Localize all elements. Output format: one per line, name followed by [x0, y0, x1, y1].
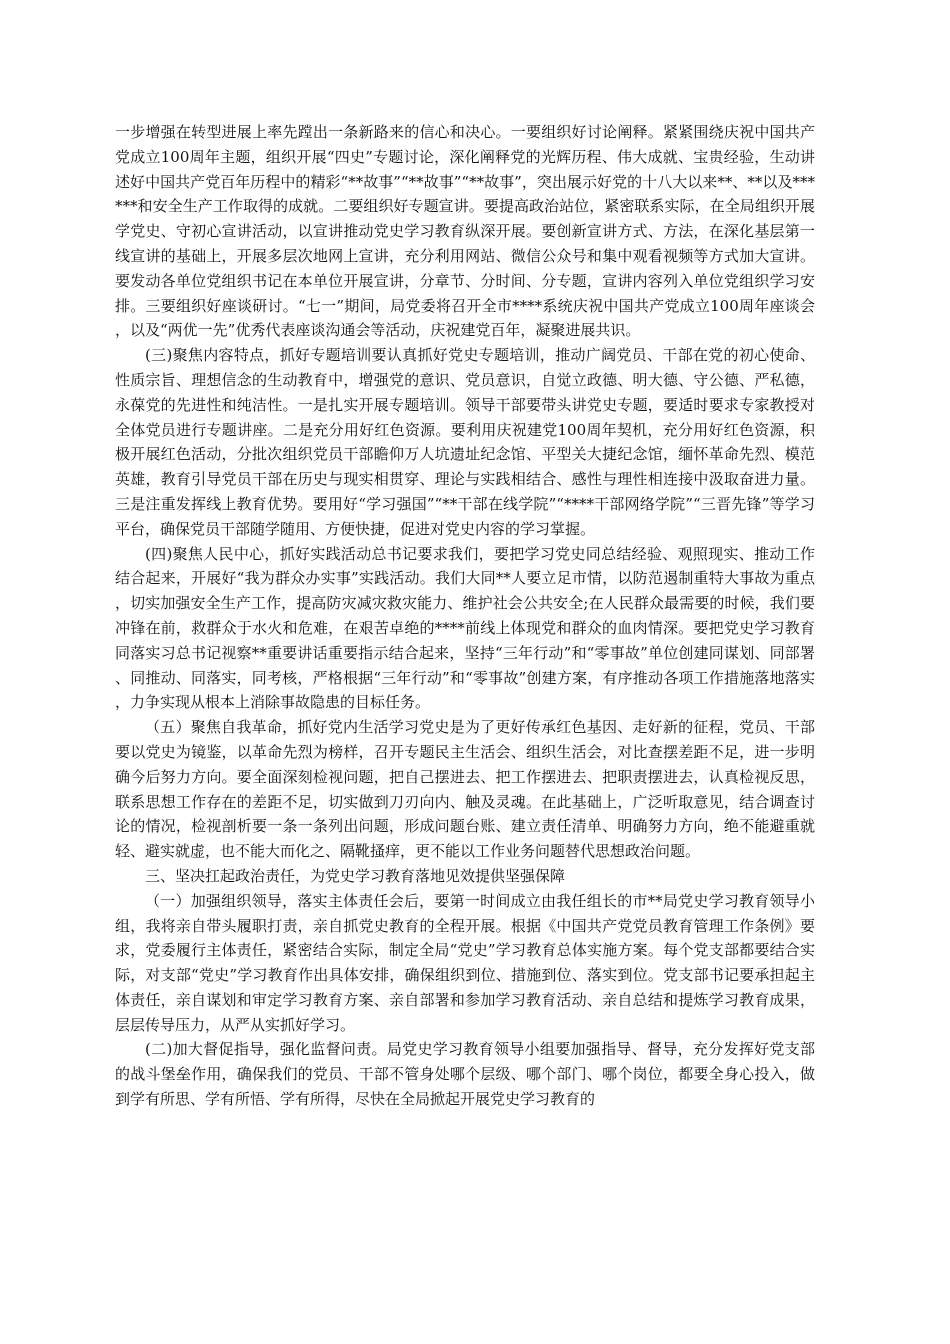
body-paragraph-6: (二)加大督促指导，强化监督问责。局党史学习教育领导小组要加强指导、督导，充分发挥好党支部的战斗堡垒作用，确保我们的党员、干部不管身处哪个层级、哪个部门、哪个岗位，都要全身心投入，做到学有所思、学有所悟、学有所得，尽快在全局掀起开展党史学习教育的	[115, 1040, 815, 1109]
section-heading-3: 三、坚决扛起政治责任，为党史学习教育落地见效提供坚强保障	[145, 866, 566, 885]
document-page	[115, 120, 815, 1112]
body-paragraph-3: (四)聚焦人民中心，抓好实践活动总书记要求我们，要把学习党史同总结经验、观照现实、推动工作结合起来，开展好“我为群众办实事”实践活动。我们大同**人要立足市情，以防范遏制重特大事故为重点，切实加强安全生产工作，提高防灾减灾救灾能力、维护社会公共安全;在人民群众最需要的时候，我们要冲锋在前，救群众于水火和危难，在艰苦卓绝的****前线上体现党和群众的血肉情深。要把党史学习教育同落实习总书记视察**重要讲话重要指示结合起来，坚持“三年行动”和“零事故”单位创建同谋划、同部署、同推动、同落实，同考核，严格根据“三年行动”和“零事故”创建方案，有序推动各项工作措施落地落实，力争实现从根本上消除事故隐患的目标任务。	[115, 544, 815, 712]
body-paragraph-5: （一）加强组织领导，落实主体责任会后，要第一时间成立由我任组长的市**局党史学习教育领导小组，我将亲自带头履职打责，亲自抓党史教育的全程开展。根据《中国共产党党员教育管理工作条例》要求，党委履行主体责任，紧密结合实际，制定全局“党史”学习教育总体实施方案。每个党支部都要结合实际，对支部“党史”学习教育作出具体安排，确保组织到位、措施到位、落实到位。党支部书记要承担起主体责任，亲自谋划和审定学习教育方案、亲自部署和参加学习教育活动、亲自总结和提炼学习教育成果，层层传导压力，从严从实抓好学习。	[115, 891, 815, 1034]
body-paragraph-1: 一步增强在转型进展上率先蹚出一条新路来的信心和决心。一要组织好讨论阐释。紧紧围绕庆祝中国共产党成立100周年主题，组织开展“四史”专题讨论，深化阐释党的光辉历程、伟大成就、宝贵经验，生动讲述好中国共产党百年历程中的精彩“**故事”“**故事”“**故事”，突出展示好党的十八大以来**、**以及******和安全生产工作取得的成就。二要组织好专题宣讲。要提高政治站位，紧密联系实际，在全局组织开展学党史、守初心宣讲活动，以宣讲推动党史学习教育纵深开展。要创新宣讲方式、方法，在深化基层第一线宣讲的基础上，开展多层次地网上宣讲，充分利用网站、微信公众号和集中观看视频等方式加大宣讲。要发动各单位党组织书记在本单位开展宣讲，分章节、分时间、分专题，宣讲内容列入单位党组织学习安排。三要组织好座谈研讨。“七一”期间，局党委将召开全市****系统庆祝中国共产党成立100周年座谈会，以及“两优一先”优秀代表座谈沟通会等活动，庆祝建党百年，凝聚进展共识。	[115, 123, 815, 340]
body-paragraph-4: （五）聚焦自我革命，抓好党内生活学习党史是为了更好传承红色基因、走好新的征程，党员、干部要以党史为镜鉴，以革命先烈为榜样，召开专题民主生活会、组织生活会，对比查摆差距不足，进一步明确今后努力方向。要全面深刻检视问题，把自己摆进去、把工作摆进去、把职责摆进去，认真检视反思，联系思想工作存在的差距不足，切实做到刀刃向内、触及灵魂。在此基础上，广泛听取意见，结合调查讨论的情况，检视剖析要一条一条列出问题，形成问题台账、建立责任清单、明确努力方向，绝不能避重就轻、避实就虚，也不能大而化之、隔靴搔痒，更不能以工作业务问题替代思想政治问题。	[115, 718, 815, 861]
body-paragraph-2: (三)聚焦内容特点，抓好专题培训要认真抓好党史专题培训，推动广阔党员、干部在党的初心使命、性质宗旨、理想信念的生动教育中，增强党的意识、党员意识，自觉立政德、明大德、守公德、严私德，永葆党的先进性和纯洁性。一是扎实开展专题培训。领导干部要带头讲党史专题，要适时要求专家教授对全体党员进行专题讲座。二是充分用好红色资源。要利用庆祝建党100周年契机，充分用好红色资源，积极开展红色活动，分批次组织党员干部瞻仰万人坑遗址纪念馆、平型关大捷纪念馆，缅怀革命先烈、模范英雄，教育引导党员干部在历史与现实相贯穿、理论与实践相结合、感性与理性相连接中汲取奋进力量。三是注重发挥线上教育优势。要用好“学习强国”“**干部在线学院”“****干部网络学院”“三晋先锋”等学习平台，确保党员干部随学随用、方便快捷，促进对党史内容的学习掌握。	[115, 346, 815, 538]
